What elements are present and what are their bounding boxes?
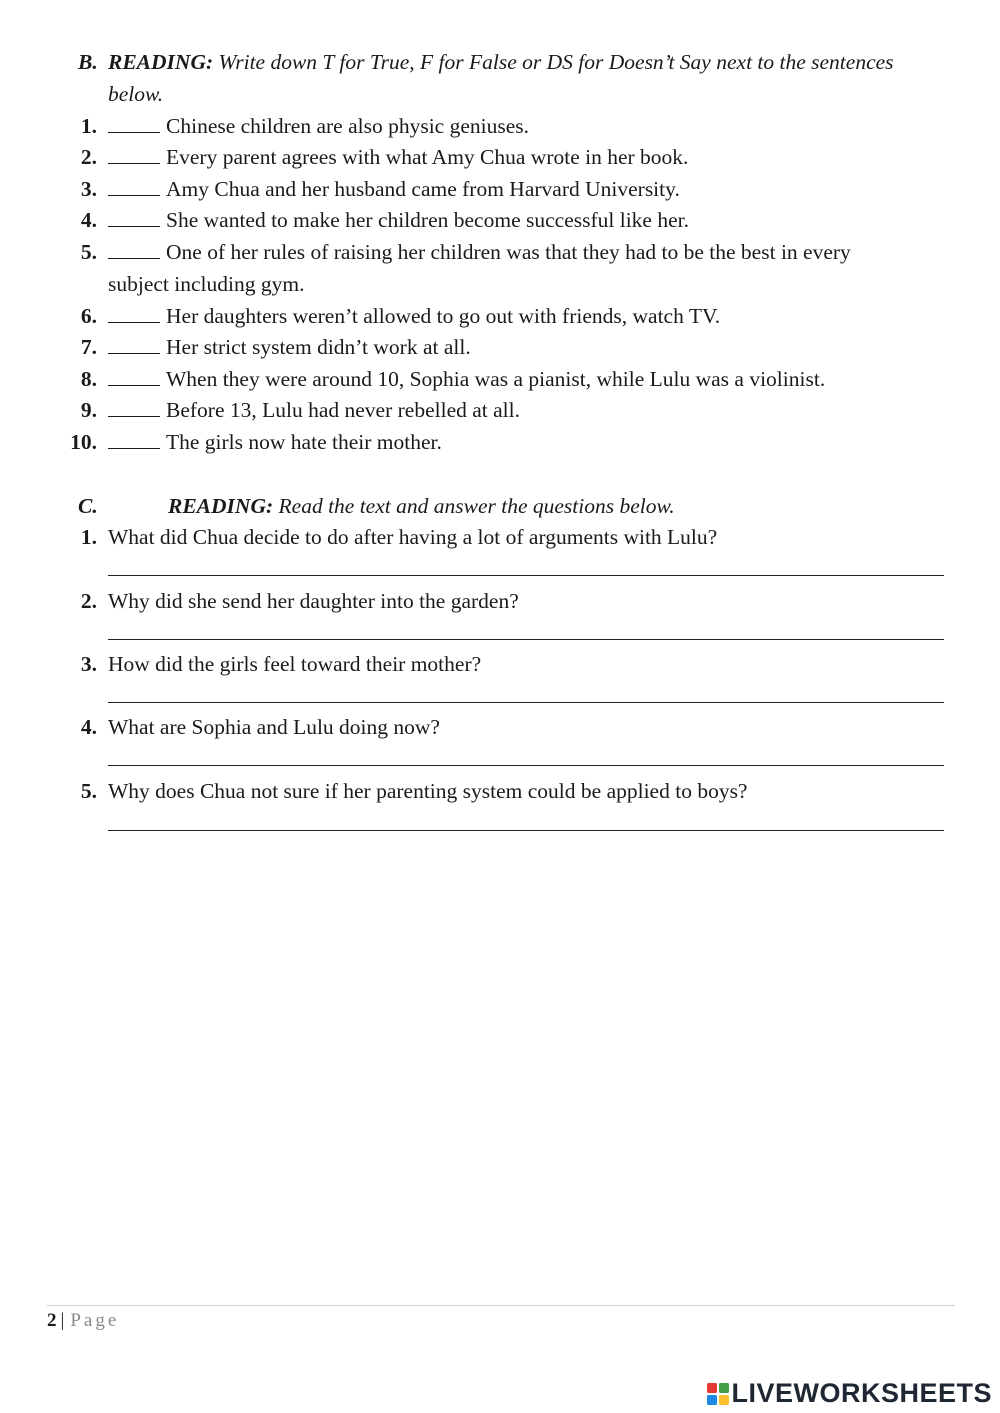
section-b-instruction [108, 48, 894, 76]
question-text: Why does Chua not sure if her parenting system could be applied to boys? [108, 779, 748, 803]
answer-blank[interactable] [108, 304, 160, 323]
question-number: 4. [80, 715, 97, 739]
true-false-item [108, 428, 442, 456]
item-text: Her strict system didn’t work at all. [166, 335, 471, 359]
page-label: Page [70, 1310, 120, 1331]
answer-blank[interactable] [108, 114, 160, 133]
item-text: Before 13, Lulu had never rebelled at all. [166, 398, 521, 422]
item-number: 5. [80, 240, 97, 264]
answer-blank[interactable] [108, 335, 160, 354]
answer-line[interactable] [108, 830, 944, 831]
answer-line[interactable] [108, 765, 944, 766]
true-false-item [108, 302, 720, 330]
item-number: 3. [80, 177, 97, 201]
answer-line[interactable] [108, 639, 944, 640]
true-false-item [108, 143, 688, 171]
liveworksheets-logo[interactable] [707, 1378, 992, 1409]
item-text: The girls now hate their mother. [166, 430, 442, 454]
section-b-heading: READING: [108, 50, 214, 74]
footer-divider [47, 1305, 955, 1306]
answer-blank[interactable] [108, 240, 160, 259]
answer-blank[interactable] [108, 145, 160, 164]
answer-line[interactable] [108, 702, 944, 703]
item-number: 9. [80, 398, 97, 422]
item-number: 8. [80, 367, 97, 391]
true-false-item [108, 238, 851, 266]
answer-blank[interactable] [108, 208, 160, 227]
question-number: 2. [80, 589, 97, 613]
item-text: Every parent agrees with what Amy Chua wrote in her book. [166, 145, 689, 169]
item-number: 6. [80, 304, 97, 328]
footer-separator: | [60, 1310, 65, 1331]
item-text: One of her rules of raising her children was that they had to be the best in every [166, 240, 851, 264]
section-c-instruction-text: Read the text and answer the questions below. [278, 494, 675, 518]
answer-blank[interactable] [108, 177, 160, 196]
item-text: When they were around 10, Sophia was a pianist, while Lulu was a violinist. [166, 367, 826, 391]
true-false-item [108, 175, 680, 203]
item-text: Amy Chua and her husband came from Harvard University. [166, 177, 680, 201]
item-number: 1. [80, 114, 97, 138]
page-number: 2 [47, 1310, 57, 1331]
liveworksheets-logo-icon [707, 1383, 729, 1405]
section-b-instruction-cont: below. [108, 82, 164, 106]
answer-blank[interactable] [108, 367, 160, 386]
item-number: 2. [80, 145, 97, 169]
true-false-item [108, 365, 825, 393]
question-text: What did Chua decide to do after having a lot of arguments with Lulu? [108, 525, 718, 549]
item-text: Chinese children are also physic geniuses. [166, 114, 530, 138]
answer-blank[interactable] [108, 430, 160, 449]
section-c-instruction [168, 492, 675, 520]
answer-line[interactable] [108, 575, 944, 576]
section-b-letter: B. [78, 50, 98, 74]
question-number: 3. [80, 652, 97, 676]
page-footer [47, 1308, 119, 1334]
true-false-item [108, 112, 529, 140]
section-c-letter: C. [78, 494, 98, 518]
question-text: Why did she send her daughter into the garden? [108, 589, 519, 613]
section-b-instruction-text: Write down T for True, F for False or DS for Doesn’t Say next to the sentences [218, 50, 894, 74]
item-text: She wanted to make her children become successful like her. [166, 208, 689, 232]
true-false-item [108, 206, 689, 234]
item-number: 10. [70, 430, 97, 454]
item-text-cont: subject including gym. [108, 272, 305, 296]
true-false-item [108, 333, 471, 361]
question-number: 1. [80, 525, 97, 549]
section-c-heading: READING: [168, 494, 274, 518]
true-false-item [108, 396, 520, 424]
question-text: How did the girls feel toward their mother? [108, 652, 482, 676]
item-text: Her daughters weren’t allowed to go out with friends, watch TV. [166, 304, 721, 328]
item-number: 4. [80, 208, 97, 232]
logo-text: LIVEWORKSHEETS [731, 1378, 992, 1408]
question-text: What are Sophia and Lulu doing now? [108, 715, 440, 739]
question-number: 5. [80, 779, 97, 803]
answer-blank[interactable] [108, 398, 160, 417]
item-number: 7. [80, 335, 97, 359]
